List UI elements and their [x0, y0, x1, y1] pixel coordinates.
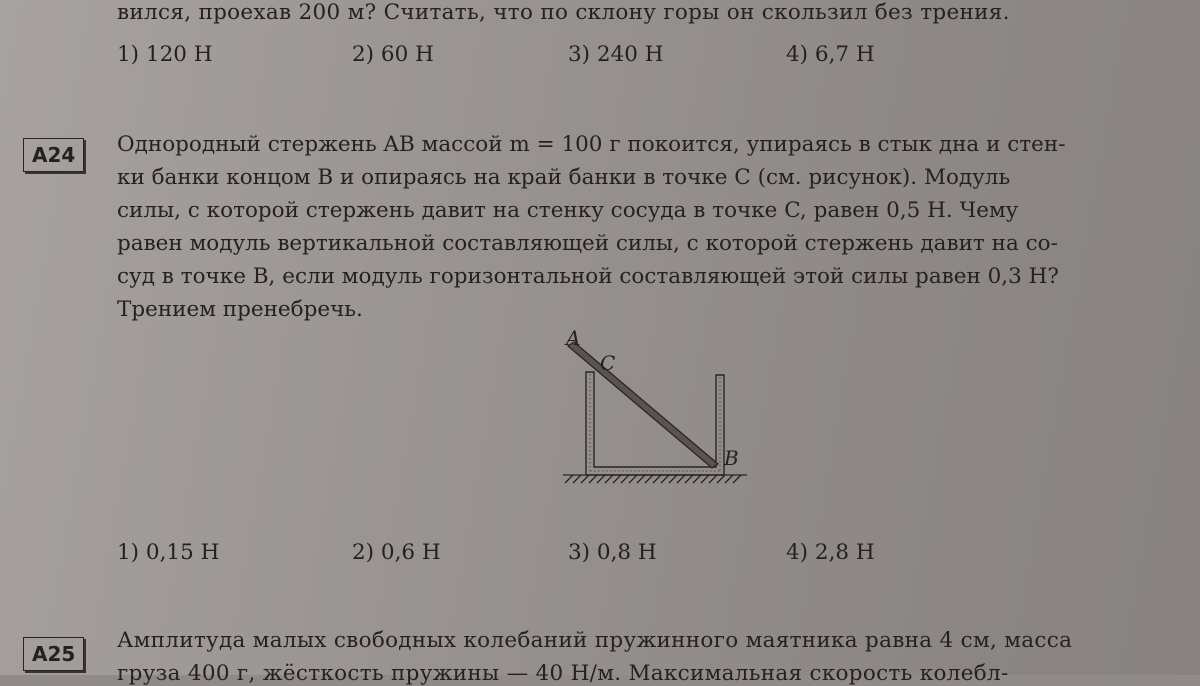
text-line: силы, с которой стержень давит на стенку сосуда в точке C, равен 0,5 Н. Чему	[117, 198, 1019, 223]
text-line: суд в точке B, если модуль горизонтальной составляющей этой силы равен 0,3 Н?	[117, 264, 1059, 289]
answer-option: 1) 0,15 Н	[117, 540, 220, 565]
answer-option: 3) 240 Н	[568, 42, 664, 67]
previous-question-tail: вился, проехав 200 м? Считать, что по склону горы он скользил без трения.	[117, 0, 1010, 25]
text-line: ки банки концом B и опираясь на край банки в точке C (см. рисунок). Модуль	[117, 165, 1011, 190]
label-c: C	[600, 351, 616, 375]
answer-option: 1) 120 Н	[117, 42, 213, 67]
ground-hatching	[563, 475, 747, 483]
answer-option: 2) 0,6 Н	[352, 540, 441, 565]
answer-option: 2) 60 Н	[352, 42, 434, 67]
answer-option: 4) 6,7 Н	[786, 42, 875, 67]
label-a: A	[566, 326, 581, 350]
text-line: Однородный стержень AB массой m = 100 г покоится, упираясь в стык дна и стен-	[117, 132, 1066, 157]
question-a25-line1: Амплитуда малых свободных колебаний пружинного маятника равна 4 см, масса	[117, 628, 1073, 653]
question-a25-line2: груза 400 г, жёсткость пружины — 40 Н/м. Максимальная скорость колебл-	[117, 661, 1009, 686]
question-number-a24: A24	[23, 138, 84, 172]
label-b: B	[724, 446, 739, 470]
text-line: равен модуль вертикальной составляющей силы, с которой стержень давит на со-	[117, 231, 1058, 256]
rod-ab	[568, 342, 718, 468]
answer-option: 4) 2,8 Н	[786, 540, 875, 565]
question-number-a25: A25	[23, 637, 84, 671]
answer-option: 3) 0,8 Н	[568, 540, 657, 565]
text-line: Трением пренебречь.	[117, 297, 363, 322]
